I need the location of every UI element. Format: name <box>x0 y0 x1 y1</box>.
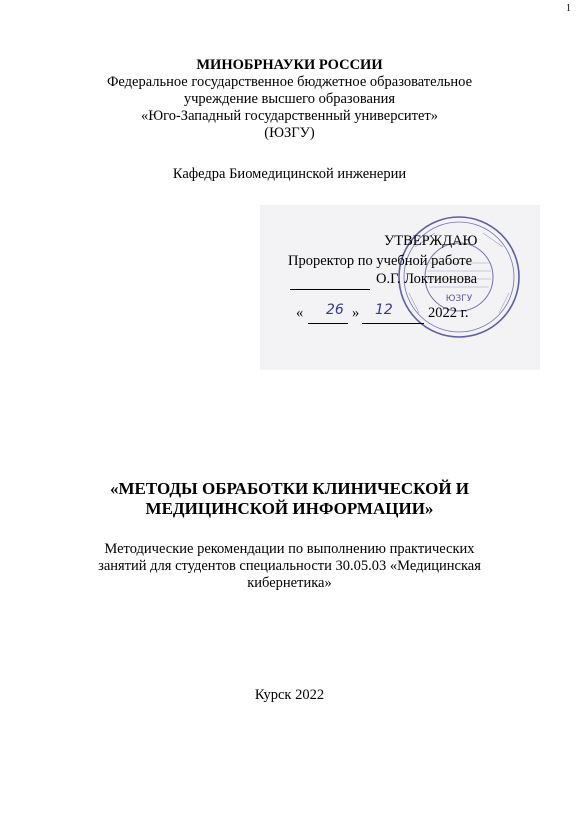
subtitle-line: занятий для студентов специальности 30.05.03 «Медицинская <box>98 558 481 574</box>
institution-header <box>0 57 579 142</box>
approver-name: О.Г. Локтионова <box>376 271 478 287</box>
day-underline <box>308 323 348 324</box>
page-number: 1 <box>566 3 571 14</box>
date-open-quote: « <box>296 305 304 321</box>
approval-year: 2022 г. <box>428 305 469 321</box>
approval-date <box>296 305 303 322</box>
handwritten-day: 26 <box>326 302 344 318</box>
department-name: Кафедра Биомедицинской инженерии <box>172 166 407 182</box>
date-close-quote: » <box>352 305 360 321</box>
document-title <box>30 479 549 519</box>
stamp-text: ЮЗГУ <box>445 294 473 304</box>
institution-line: Федеральное государственное бюджетное образовательное <box>106 74 473 90</box>
title-line: МЕДИЦИНСКОЙ ИНФОРМАЦИИ» <box>145 499 434 518</box>
ministry-name: МИНОБРНАУКИ РОССИИ <box>196 57 383 73</box>
subtitle-line: кибернетика» <box>247 575 332 591</box>
month-underline <box>362 323 424 324</box>
subtitle-line: Методические рекомендации по выполнению практических <box>104 541 475 557</box>
approval-block <box>260 205 540 370</box>
institution-line: учреждение высшего образования <box>183 91 396 107</box>
document-subtitle <box>70 541 509 592</box>
handwritten-month: 12 <box>375 302 393 318</box>
signature-line <box>290 289 370 290</box>
approver-position: Проректор по учебной работе <box>288 253 473 269</box>
title-line: «МЕТОДЫ ОБРАБОТКИ КЛИНИЧЕСКОЙ И <box>109 479 470 498</box>
institution-line: «Юго-Западный государственный университет» <box>140 108 439 124</box>
approve-label: УТВЕРЖДАЮ <box>384 233 478 249</box>
city-and-year: Курск 2022 <box>254 687 325 703</box>
institution-line: (ЮЗГУ) <box>264 125 315 141</box>
